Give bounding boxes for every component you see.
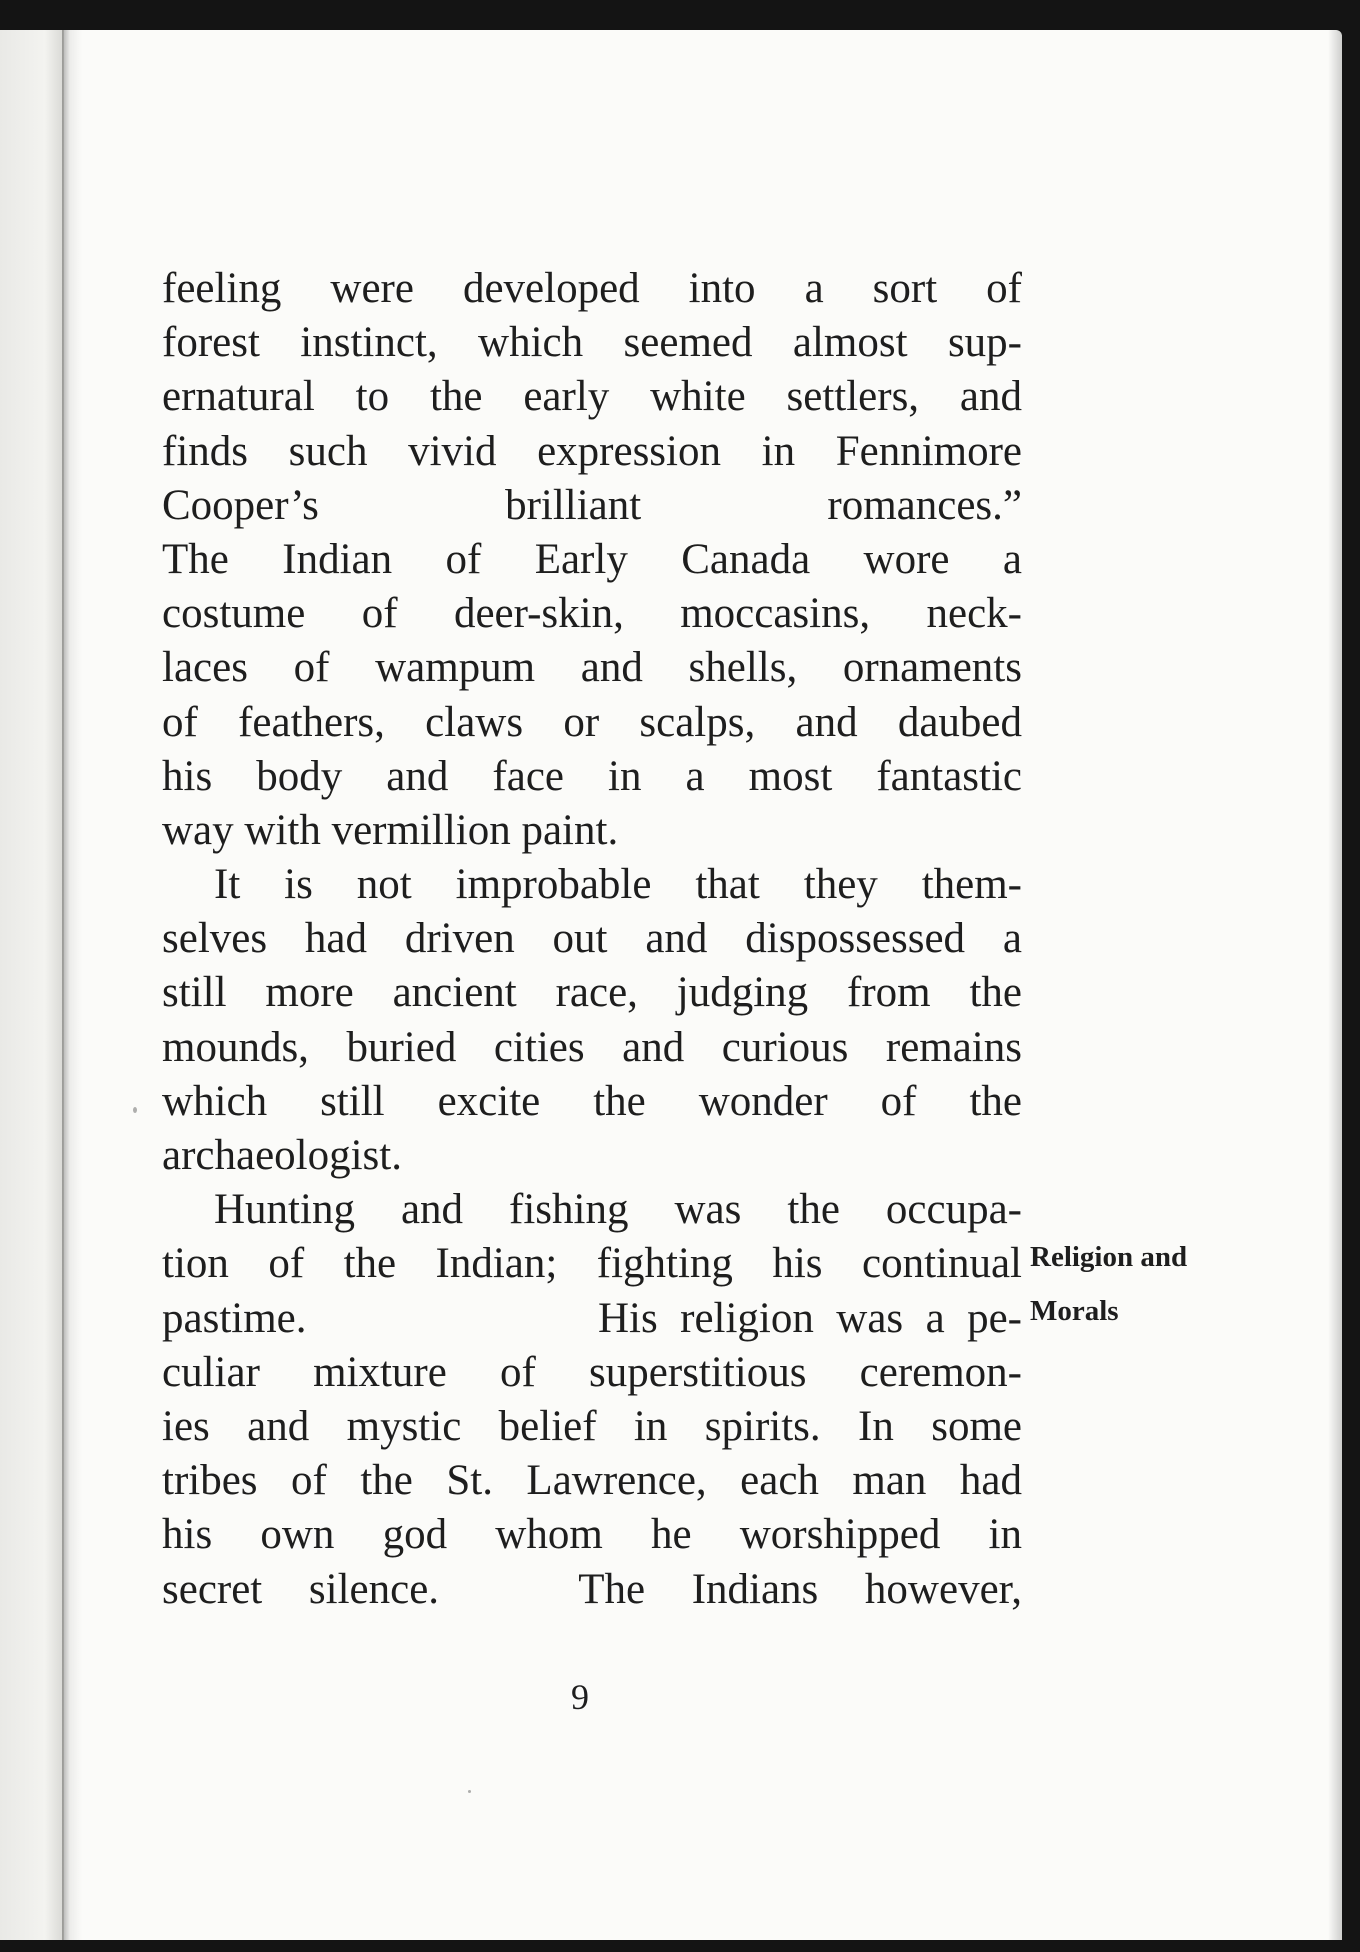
text-line: still more ancient race, judging from the	[162, 969, 1022, 1017]
text-line: Cooper’s brilliant romances.”	[162, 481, 1022, 529]
text-line: secret silence. The Indians however,	[162, 1565, 1022, 1613]
text-line: archaeologist.	[162, 1132, 402, 1179]
margin-note	[1030, 1230, 1187, 1338]
text-line: ernatural to the early white settlers, and	[162, 373, 1022, 421]
margin-note-line: Morals	[1030, 1295, 1119, 1327]
text-line: of feathers, claws or scalps, and daubed	[162, 698, 1022, 746]
text-line: tion of the Indian; fighting his continual	[162, 1240, 1022, 1288]
body-text	[162, 262, 1022, 1617]
text-line: tribes of the St. Lawrence, each man had	[162, 1457, 1022, 1505]
text-line: It is not improbable that they them-	[214, 861, 1022, 909]
margin-note-line: Religion and	[1030, 1241, 1188, 1273]
text-line: way with vermillion paint.	[162, 806, 619, 854]
text-line: Hunting and fishing was the occupa-	[214, 1186, 1022, 1234]
page-number: 9	[571, 1677, 589, 1717]
text-line: ies and mystic belief in spirits. In some	[162, 1402, 1022, 1450]
text-line: mounds, buried cities and curious remains	[162, 1023, 1022, 1071]
text-line: laces of wampum and shells, ornaments	[162, 644, 1022, 692]
text-line: feeling were developed into a sort of	[162, 265, 1022, 312]
text-line: culiar mixture of superstitious ceremon-	[162, 1348, 1022, 1396]
text-line: which still excite the wonder of the	[162, 1077, 1022, 1125]
text-line: costume of deer-skin, moccasins, neck-	[162, 590, 1022, 638]
text-line: selves had driven out and dispossessed a	[162, 915, 1022, 963]
text-line: pastime. His religion was a pe-	[162, 1294, 1022, 1342]
scan-speck	[133, 1107, 137, 1113]
text-line: finds such vivid expression in Fennimore	[162, 427, 1022, 475]
previous-page-edge	[0, 30, 64, 1940]
gutter-shadow	[62, 30, 82, 1940]
text-line: The Indian of Early Canada wore a	[162, 535, 1022, 583]
text-line: forest instinct, which seemed almost sup-	[162, 319, 1022, 367]
text-line: his body and face in a most fantastic	[162, 752, 1022, 800]
text-line: his own god whom he worshipped in	[162, 1511, 1022, 1559]
scan-speck	[468, 1790, 471, 1793]
page-edge-shadow	[1328, 30, 1342, 1940]
